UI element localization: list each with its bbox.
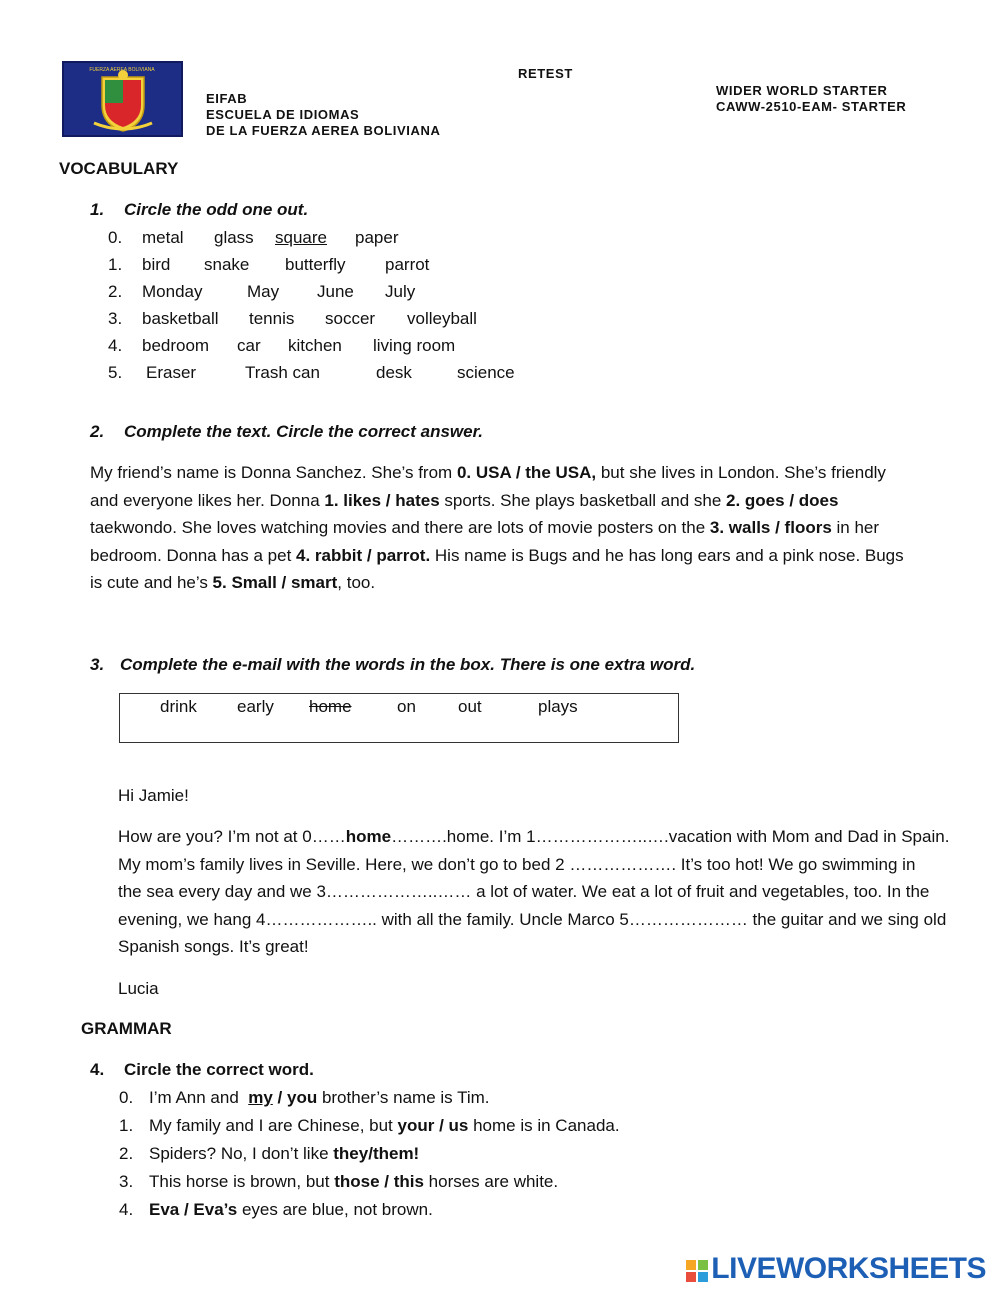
text-fragment: How are you? I’m not at 0…… [118, 827, 346, 846]
school-line-1: EIFAB [206, 91, 248, 106]
answer-choice[interactable]: 0. USA / the USA, [456, 463, 597, 482]
sentence [149, 1112, 620, 1140]
text-fragment: brother’s name is Tim. [317, 1088, 490, 1107]
box-word: on [397, 697, 416, 716]
list-item [119, 1196, 719, 1224]
separator: / [272, 1088, 287, 1107]
paragraph-line [90, 514, 904, 542]
item-number: 4. [108, 336, 123, 355]
paragraph-line [90, 542, 904, 570]
word-option[interactable]: paper [355, 228, 399, 247]
word-option[interactable]: science [457, 363, 515, 382]
question-2-number: 2. [90, 422, 105, 441]
word-option[interactable]: snake [204, 255, 250, 274]
answer-choice[interactable]: 1. likes / hates [324, 490, 440, 510]
email-line: My mom’s family lives in Seville. Here, we don’t go to bed 2 ………………. It’s too hot! We go swimming in [118, 854, 916, 874]
answer-choice[interactable]: 4. rabbit / parrot. [296, 545, 431, 565]
word-option[interactable]: parrot [385, 255, 430, 274]
liveworksheets-brand[interactable] [685, 1253, 986, 1285]
text-fragment: sports. She plays basketball and she [439, 490, 727, 510]
item-number: 1. [119, 1116, 134, 1135]
word-option[interactable]: kitchen [288, 336, 342, 355]
answer-choice[interactable]: your / us [397, 1116, 469, 1135]
sentence [149, 1168, 558, 1196]
email-line: the sea every day and we 3………………..…… a lot of water. We eat a lot of fruit and vegetables, too. In the [118, 882, 930, 902]
email-line: Spanish songs. It’s great! [118, 937, 309, 957]
email-signature: Lucia [118, 979, 159, 998]
answer-choice[interactable]: they/them! [333, 1144, 420, 1163]
question-2-title [90, 422, 483, 442]
box-word: drink [160, 697, 197, 716]
item-number: 2. [108, 282, 123, 301]
question-3-title [90, 655, 695, 675]
item-number: 0. [119, 1088, 134, 1107]
box-word: early [237, 697, 274, 716]
sentence [149, 1196, 433, 1224]
word-option[interactable]: volleyball [407, 309, 477, 328]
brand-name: LIVEWORKSHEETS [711, 1252, 986, 1285]
word-option[interactable]: tennis [249, 309, 295, 328]
word-option[interactable]: butterfly [285, 255, 346, 274]
sentence [149, 1084, 490, 1112]
list-item [108, 278, 608, 305]
word-box [119, 693, 679, 743]
grammar-list [119, 1084, 719, 1224]
text-fragment: My family and I are Chinese, but [149, 1116, 398, 1135]
liveworksheets-logo-icon [685, 1257, 709, 1281]
odd-one-out-list [108, 224, 608, 386]
air-force-shield-emblem [64, 63, 181, 135]
course-info [716, 83, 906, 115]
course-line-2: CAWW-2510-EAM- STARTER [716, 99, 907, 114]
text-fragment: ……….home. I’m 1………………..….vacation with Mom and Dad in Spain. [391, 827, 950, 846]
answer-choice[interactable]: those / this [334, 1172, 424, 1191]
logo-lettering: FUERZA AEREA BOLIVIANA [89, 67, 155, 73]
list-item [108, 332, 608, 359]
paragraph-line [90, 487, 904, 515]
text-fragment: I’m Ann and [149, 1088, 249, 1107]
word-option[interactable]: July [385, 282, 416, 301]
box-word: out [458, 697, 482, 716]
text-fragment: eyes are blue, not brown. [237, 1200, 433, 1219]
word-option[interactable]: living room [373, 336, 456, 355]
question-4-title [90, 1060, 314, 1080]
item-number: 0. [108, 228, 123, 247]
answer-choice-selected[interactable]: my [248, 1088, 273, 1107]
word-option[interactable]: May [247, 282, 280, 301]
question-2-instruction: Complete the text. Circle the correct answer. [124, 422, 484, 441]
text-fragment: horses are white. [423, 1172, 559, 1191]
text-fragment: and everyone likes her. Donna [90, 490, 325, 510]
question-3-instruction: Complete the e-mail with the words in the box. There is one extra word. [120, 655, 696, 674]
school-line-2: ESCUELA DE IDIOMAS [206, 107, 360, 122]
text-fragment: My friend’s name is Donna Sanchez. She’s from [90, 463, 457, 482]
item-number: 3. [108, 309, 123, 328]
list-item [119, 1140, 719, 1168]
question-1-title [90, 200, 308, 220]
list-item [108, 224, 608, 251]
item-number: 5. [108, 363, 123, 382]
text-fragment: is cute and he’s [90, 573, 213, 593]
item-number: 2. [119, 1144, 134, 1163]
word-option[interactable]: car [237, 336, 261, 355]
word-option[interactable]: Eraser [146, 363, 197, 382]
question-1-instruction: Circle the odd one out. [124, 200, 309, 219]
question-1-number: 1. [90, 200, 105, 219]
course-line-1: WIDER WORLD STARTER [716, 83, 888, 98]
school-line-3: DE LA FUERZA AEREA BOLIVIANA [206, 123, 441, 138]
word-option[interactable]: basketball [142, 309, 219, 328]
text-fragment: home is in Canada. [468, 1116, 620, 1135]
list-item [119, 1112, 719, 1140]
example-answer: home [345, 827, 392, 846]
word-option[interactable]: Monday [142, 282, 203, 301]
grammar-heading: GRAMMAR [81, 1019, 172, 1038]
item-number: 4. [119, 1200, 134, 1219]
list-item [108, 305, 608, 332]
word-option[interactable]: metal [142, 228, 184, 247]
box-word: plays [538, 697, 578, 716]
school-name [206, 91, 440, 139]
paragraph-line [90, 569, 904, 597]
school-logo [62, 61, 183, 137]
word-option[interactable]: June [317, 282, 354, 301]
answer-choice[interactable]: Eva / Eva’s [149, 1200, 238, 1219]
email-line [118, 823, 949, 851]
email-line: evening, we hang 4……………….. with all the family. Uncle Marco 5………………… the guitar and we sing old [118, 909, 947, 929]
answer-choice[interactable]: you [286, 1088, 318, 1107]
list-item [108, 359, 608, 386]
donna-text-paragraph [90, 459, 904, 597]
sentence [149, 1140, 419, 1168]
answer-choice[interactable]: 2. goes / does [726, 490, 839, 510]
text-fragment: Spiders? No, I don’t like [149, 1144, 334, 1163]
word-option[interactable]: bedroom [142, 336, 210, 355]
email-greeting: Hi Jamie! [118, 786, 189, 805]
text-fragment: This horse is brown, but [149, 1172, 335, 1191]
answer-choice[interactable]: 3. walls / floors [709, 518, 832, 538]
word-option-example-answer[interactable]: square [275, 228, 327, 247]
text-fragment: but she lives in London. She’s friendly [596, 463, 886, 482]
question-4-instruction: Circle the correct word. [124, 1060, 314, 1079]
text-fragment: taekwondo. She loves watching movies and there are lots of movie posters on the [90, 518, 710, 538]
text-fragment: His name is Bugs and he has long ears and a pink nose. Bugs [430, 545, 904, 565]
list-item [119, 1168, 719, 1196]
word-option[interactable]: glass [214, 228, 254, 247]
question-4-number: 4. [90, 1060, 105, 1079]
item-number: 3. [119, 1172, 134, 1191]
answer-choice[interactable]: 5. Small / smart [212, 573, 338, 593]
word-option[interactable]: soccer [325, 309, 376, 328]
text-fragment: , too. [337, 573, 376, 593]
list-item [108, 251, 608, 278]
paragraph-line [90, 459, 904, 487]
word-option[interactable]: desk [376, 363, 412, 382]
list-item [119, 1084, 719, 1112]
box-word-used: home [309, 697, 352, 716]
retest-label: RETEST [518, 66, 573, 81]
word-option[interactable]: Trash can [245, 363, 320, 382]
question-3-number: 3. [90, 655, 105, 674]
text-fragment: bedroom. Donna has a pet [90, 545, 297, 565]
text-fragment: in her [831, 518, 880, 538]
item-number: 1. [108, 255, 123, 274]
email-body [118, 823, 949, 961]
word-option[interactable]: bird [142, 255, 171, 274]
vocabulary-heading: VOCABULARY [59, 159, 179, 178]
